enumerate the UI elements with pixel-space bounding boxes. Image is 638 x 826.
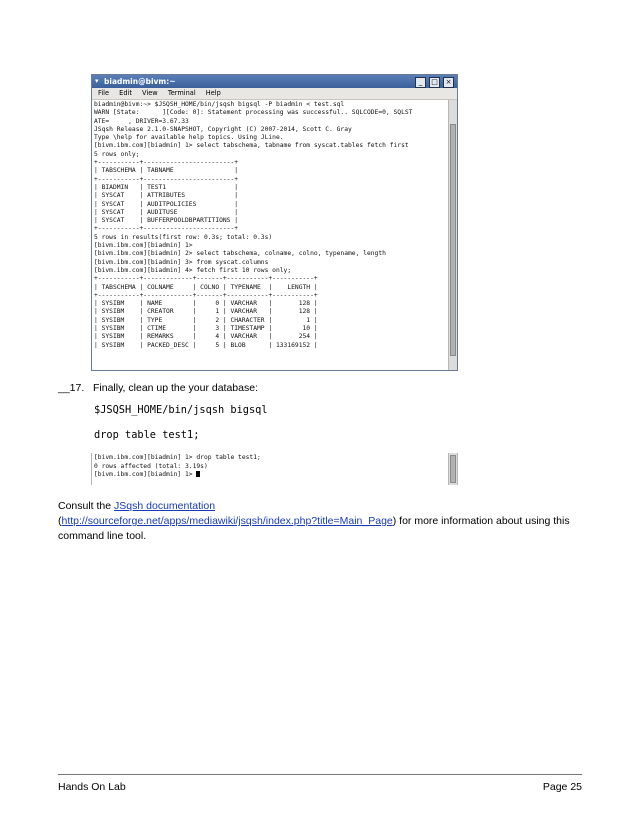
terminal-line: 5 rows in results(first row: 0.3s; total: 0.3s)	[94, 233, 273, 241]
terminal-line: Type \help for available help topics. Using JLine.	[94, 134, 284, 142]
menu-file[interactable]: File	[98, 89, 110, 97]
terminal-line: | BIADMIN | TEST1 |	[94, 183, 239, 191]
terminal-scrollbar[interactable]	[448, 100, 457, 370]
paren-open: (	[58, 515, 62, 527]
terminal-output[interactable]	[92, 100, 448, 370]
terminal-window	[91, 74, 458, 371]
terminal-snippet	[91, 453, 458, 485]
terminal-line: | SYSIBM | TYPE | 2 | CHARACTER | 1 |	[94, 316, 318, 324]
cursor-icon	[196, 471, 200, 477]
terminal-snippet-scrollbar[interactable]	[448, 453, 457, 485]
footer-title: Hands On Lab	[58, 781, 126, 793]
terminal-line: [bivm.ibm.com][biadmin] 3> from syscat.columns	[94, 258, 269, 266]
terminal-line: [bivm.ibm.com][biadmin] 2> select tabschema, colname, colno, typename, length	[94, 250, 386, 258]
terminal-line: | SYSIBM | PACKED_DESC | 5 | BLOB | 133169152 |	[94, 341, 318, 349]
menu-terminal[interactable]: Terminal	[167, 89, 196, 97]
terminal-line: 0 rows affected (total: 3.19s)	[94, 462, 208, 470]
menu-view[interactable]: View	[142, 89, 158, 97]
terminal-line: [bivm.ibm.com][biadmin] 1>	[94, 242, 193, 250]
scrollbar-thumb[interactable]	[450, 455, 456, 483]
terminal-snippet-output[interactable]	[92, 453, 448, 481]
close-icon[interactable]: ×	[443, 77, 454, 88]
terminal-line: [bivm.ibm.com][biadmin] 4> fetch first 10 rows only;	[94, 266, 292, 274]
consult-paragraph	[58, 499, 588, 544]
terminal-line: | SYSIBM | CTIME | 3 | TIMESTAMP | 10 |	[94, 325, 318, 333]
terminal-line: +-----------+-------------+-------+-----------+-----------+	[94, 291, 318, 299]
scrollbar-thumb[interactable]	[450, 124, 456, 356]
jsqsh-documentation-link[interactable]: JSqsh documentation	[114, 500, 216, 512]
page-number: Page 25	[542, 781, 582, 793]
terminal-line: | SYSIBM | CREATOR | 1 | VARCHAR | 128 |	[94, 308, 318, 316]
code-command-jsqsh: $JSQSH_HOME/bin/jsqsh bigsql	[94, 404, 268, 416]
terminal-line: +-----------+------------------------+	[94, 159, 239, 167]
terminal-line: | SYSCAT | AUDITUSE |	[94, 208, 239, 216]
step-number: __17.	[58, 382, 85, 394]
terminal-line: | SYSCAT | BUFFERPOOLDBPARTITIONS |	[94, 217, 239, 225]
sourceforge-url-link[interactable]: http://sourceforge.net/apps/mediawiki/jsqsh/index.php?title=Main_Page	[61, 515, 393, 527]
window-menu-icon[interactable]: ▾	[95, 77, 99, 85]
minimize-icon[interactable]: _	[415, 77, 426, 88]
maximize-icon[interactable]: □	[429, 77, 440, 88]
window-controls	[415, 77, 454, 88]
terminal-line: | SYSIBM | REMARKS | 4 | VARCHAR | 254 |	[94, 333, 318, 341]
terminal-line: | SYSIBM | NAME | 0 | VARCHAR | 128 |	[94, 300, 318, 308]
terminal-line: | SYSCAT | ATTRIBUTES |	[94, 192, 239, 200]
menu-help[interactable]: Help	[205, 89, 221, 97]
paragraph-text: Consult the	[58, 500, 115, 512]
step-text: Finally, clean up the your database:	[93, 382, 258, 394]
terminal-line: WARN [State: ][Code: 0]: Statement processing was successful.. SQLCODE=0, SQLST	[94, 109, 413, 117]
paragraph-suffix: ) for more information about using this command line tool.	[58, 515, 570, 542]
terminal-line: | SYSCAT | AUDITPOLICIES |	[94, 200, 239, 208]
terminal-line: [bivm.ibm.com][biadmin] 1>	[94, 471, 446, 480]
terminal-line: 5 rows only;	[94, 150, 140, 158]
terminal-line: ATE= , DRIVER=3.67.33	[94, 117, 189, 125]
terminal-title: biadmin@bivm:~	[104, 77, 176, 86]
terminal-line: | TABSCHEMA | TABNAME |	[94, 167, 239, 175]
terminal-menubar	[92, 88, 457, 100]
footer-divider	[58, 774, 582, 775]
terminal-line: biadmin@bivm:~> $JSQSH_HOME/bin/jsqsh bigsql -P biadmin < test.sql	[94, 101, 345, 108]
terminal-titlebar	[92, 75, 457, 88]
terminal-line: [bivm.ibm.com][biadmin] 1> select tabschema, tabname from syscat.tables fetch first	[94, 142, 409, 150]
terminal-line: +-----------+------------------------+	[94, 225, 239, 233]
code-command-drop: drop table test1;	[94, 429, 200, 441]
step-17	[58, 382, 258, 394]
terminal-line: +-----------+-------------+-------+-----------+-----------+	[94, 275, 318, 283]
menu-edit[interactable]: Edit	[119, 89, 132, 97]
terminal-line: +-----------+------------------------+	[94, 175, 239, 183]
terminal-line: JSqsh Release 2.1.0-SNAPSHOT, Copyright (C) 2007-2014, Scott C. Gray	[94, 125, 352, 133]
terminal-line: [bivm.ibm.com][biadmin] 1> drop table test1;	[94, 454, 261, 461]
terminal-line: | TABSCHEMA | COLNAME | COLNO | TYPENAME | LENGTH |	[94, 283, 318, 291]
